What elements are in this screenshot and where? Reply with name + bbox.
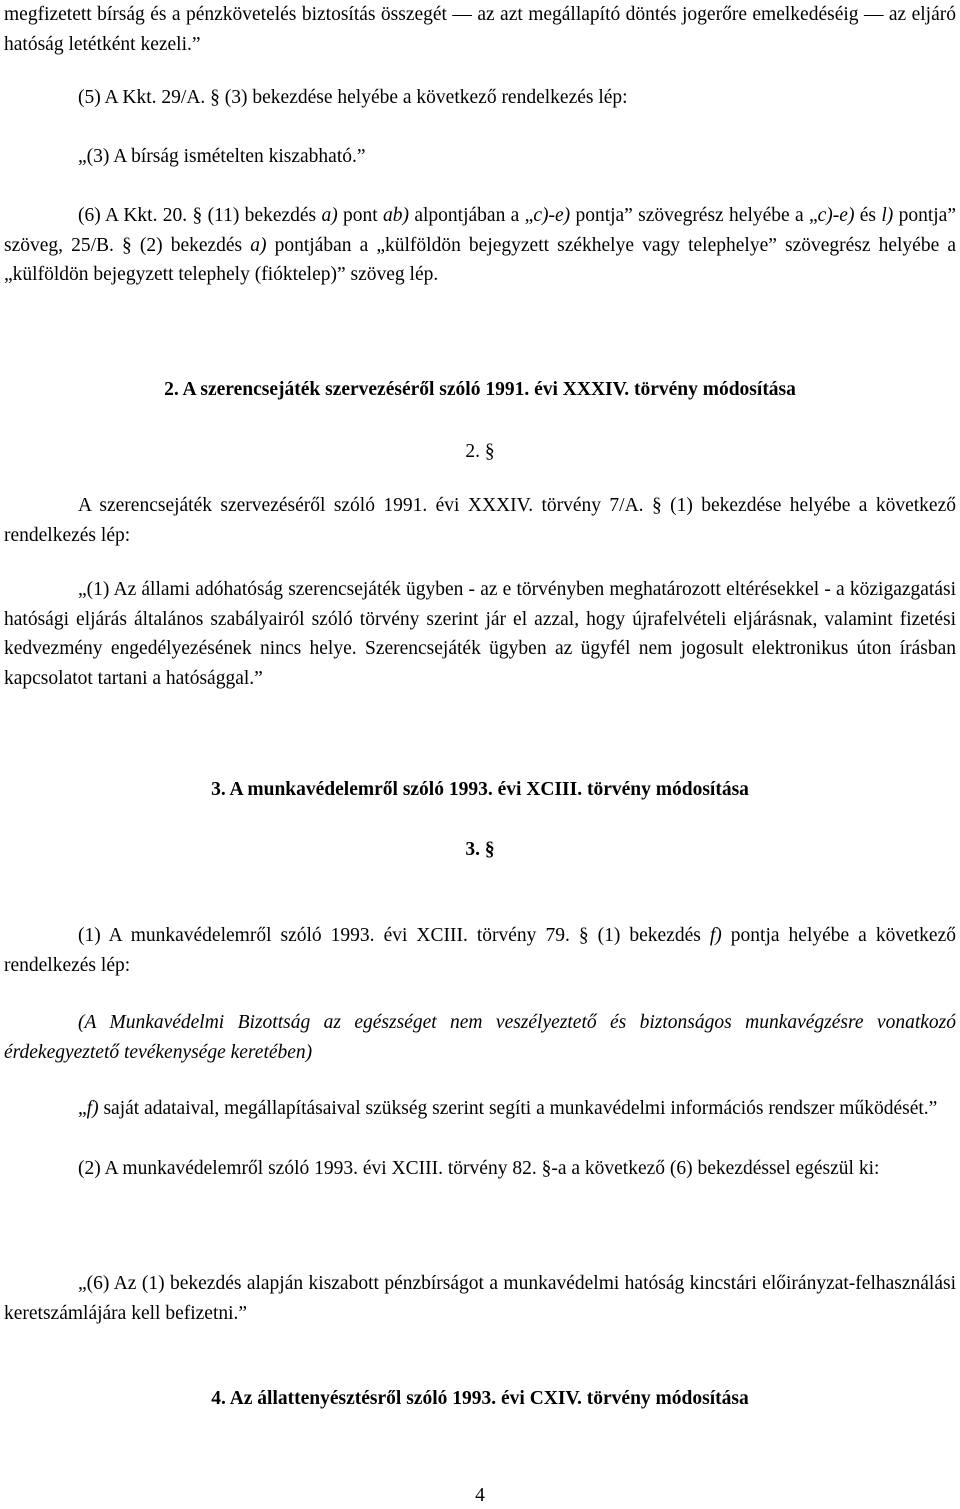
- text-run: (1) A munkavédelemről szóló 1993. évi XCIII. törvény 79. § (1) bekezdés: [78, 925, 710, 946]
- text-run: saját adataival, megállapításaival szükség szerint segíti a munkavédelmi információs rendszer működését.”: [98, 1098, 938, 1119]
- section-2-intro: A szerencsejáték szervezéséről szóló 1991. évi XXXIV. törvény 7/A. § (1) bekezdése helyébe a következő rendelkezés lép:: [4, 495, 956, 546]
- paragraph-6: [4, 201, 956, 290]
- paragraph-5-quote: „(3) A bírság ismételten kiszabható.”: [78, 146, 366, 167]
- text-run: alpontjában a „: [409, 205, 534, 226]
- italic-run: c)-e): [533, 205, 571, 226]
- italic-run: a): [250, 234, 267, 256]
- section-2-heading: 2. A szerencsejáték szervezéséről szóló 1991. évi XXXIV. törvény módosítása: [164, 379, 796, 400]
- section-3-context: (A Munkavédelmi Bizottság az egészséget nem veszélyeztető és biztonságos munkavégzésre vonatkozó érdekegyeztető tevékenysége keretében): [4, 1012, 956, 1063]
- paragraph-closing-4: megfizetett bírság és a pénzkövetelés biztosítás összegét — az azt megállapító döntés jogerőre emelkedéséig — az eljáró hatóság letétként kezeli.”: [4, 4, 956, 55]
- section-2-paragraph-number: 2. §: [465, 441, 495, 462]
- section-3-heading: 3. A munkavédelemről szóló 1993. évi XCIII. törvény módosítása: [211, 779, 749, 800]
- text-run: pontja” szöveg, 25/B. § (2) bekezdés: [4, 205, 956, 256]
- text-run: pontja” szövegrész helyébe a „: [570, 205, 818, 226]
- paragraph-5: (5) A Kkt. 29/A. § (3) bekezdése helyébe a következő rendelkezés lép:: [78, 87, 628, 108]
- text-run: pont: [337, 205, 384, 226]
- section-2-quote: „(1) Az állami adóhatóság szerencsejáték ügyben - az e törvényben meghatározott eltérésekkel - a közigazgatási hatósági eljárás általános szabályairól szóló törvény szerint jár el azzal, hogy újrafelvételi eljárásnak, valamint fizetési kedvezmény engedélyezésének nincs helye. Szerencsejáték ügyben az ügyfél nem jogosult elektronikus úton írásban kapcsolatot tartani a hatósággal.”: [4, 579, 956, 689]
- text-run: és: [854, 205, 882, 226]
- italic-run: l): [881, 205, 894, 226]
- section-3-paragraph-number: 3. §: [465, 839, 495, 860]
- italic-run: a): [321, 205, 338, 226]
- text-run: pontja helyébe a következő rendelkezés lép:: [4, 925, 956, 976]
- section-3-quote-2: „(6) Az (1) bekezdés alapján kiszabott pénzbírságot a munkavédelmi hatóság kincstári előirányzat-felhasználási keretszámlájára kell befizetni.”: [4, 1273, 956, 1324]
- text-run: „: [78, 1098, 87, 1119]
- italic-run: f): [709, 925, 722, 946]
- italic-run: c)-e): [817, 205, 855, 226]
- section-4-heading: 4. Az állattenyésztésről szóló 1993. évi CXIV. törvény módosítása: [211, 1388, 749, 1409]
- text-run: pontjában a „külföldön bejegyzett székhelye vagy telephelye” szövegrész helyébe a „külföldön bejegyzett telephely (fióktelep)” szöveg lép.: [4, 234, 956, 285]
- italic-run: ab): [383, 205, 410, 226]
- section-3-quote-1: [4, 1094, 956, 1124]
- page-number: 4: [475, 1485, 485, 1506]
- section-3-paragraph-1: [4, 921, 956, 980]
- text-run: (6) A Kkt. 20. § (11) bekezdés: [78, 205, 322, 226]
- section-3-paragraph-2: (2) A munkavédelemről szóló 1993. évi XCIII. törvény 82. §-a a következő (6) bekezdéssel egészül ki:: [78, 1158, 880, 1179]
- italic-run: f): [86, 1098, 99, 1119]
